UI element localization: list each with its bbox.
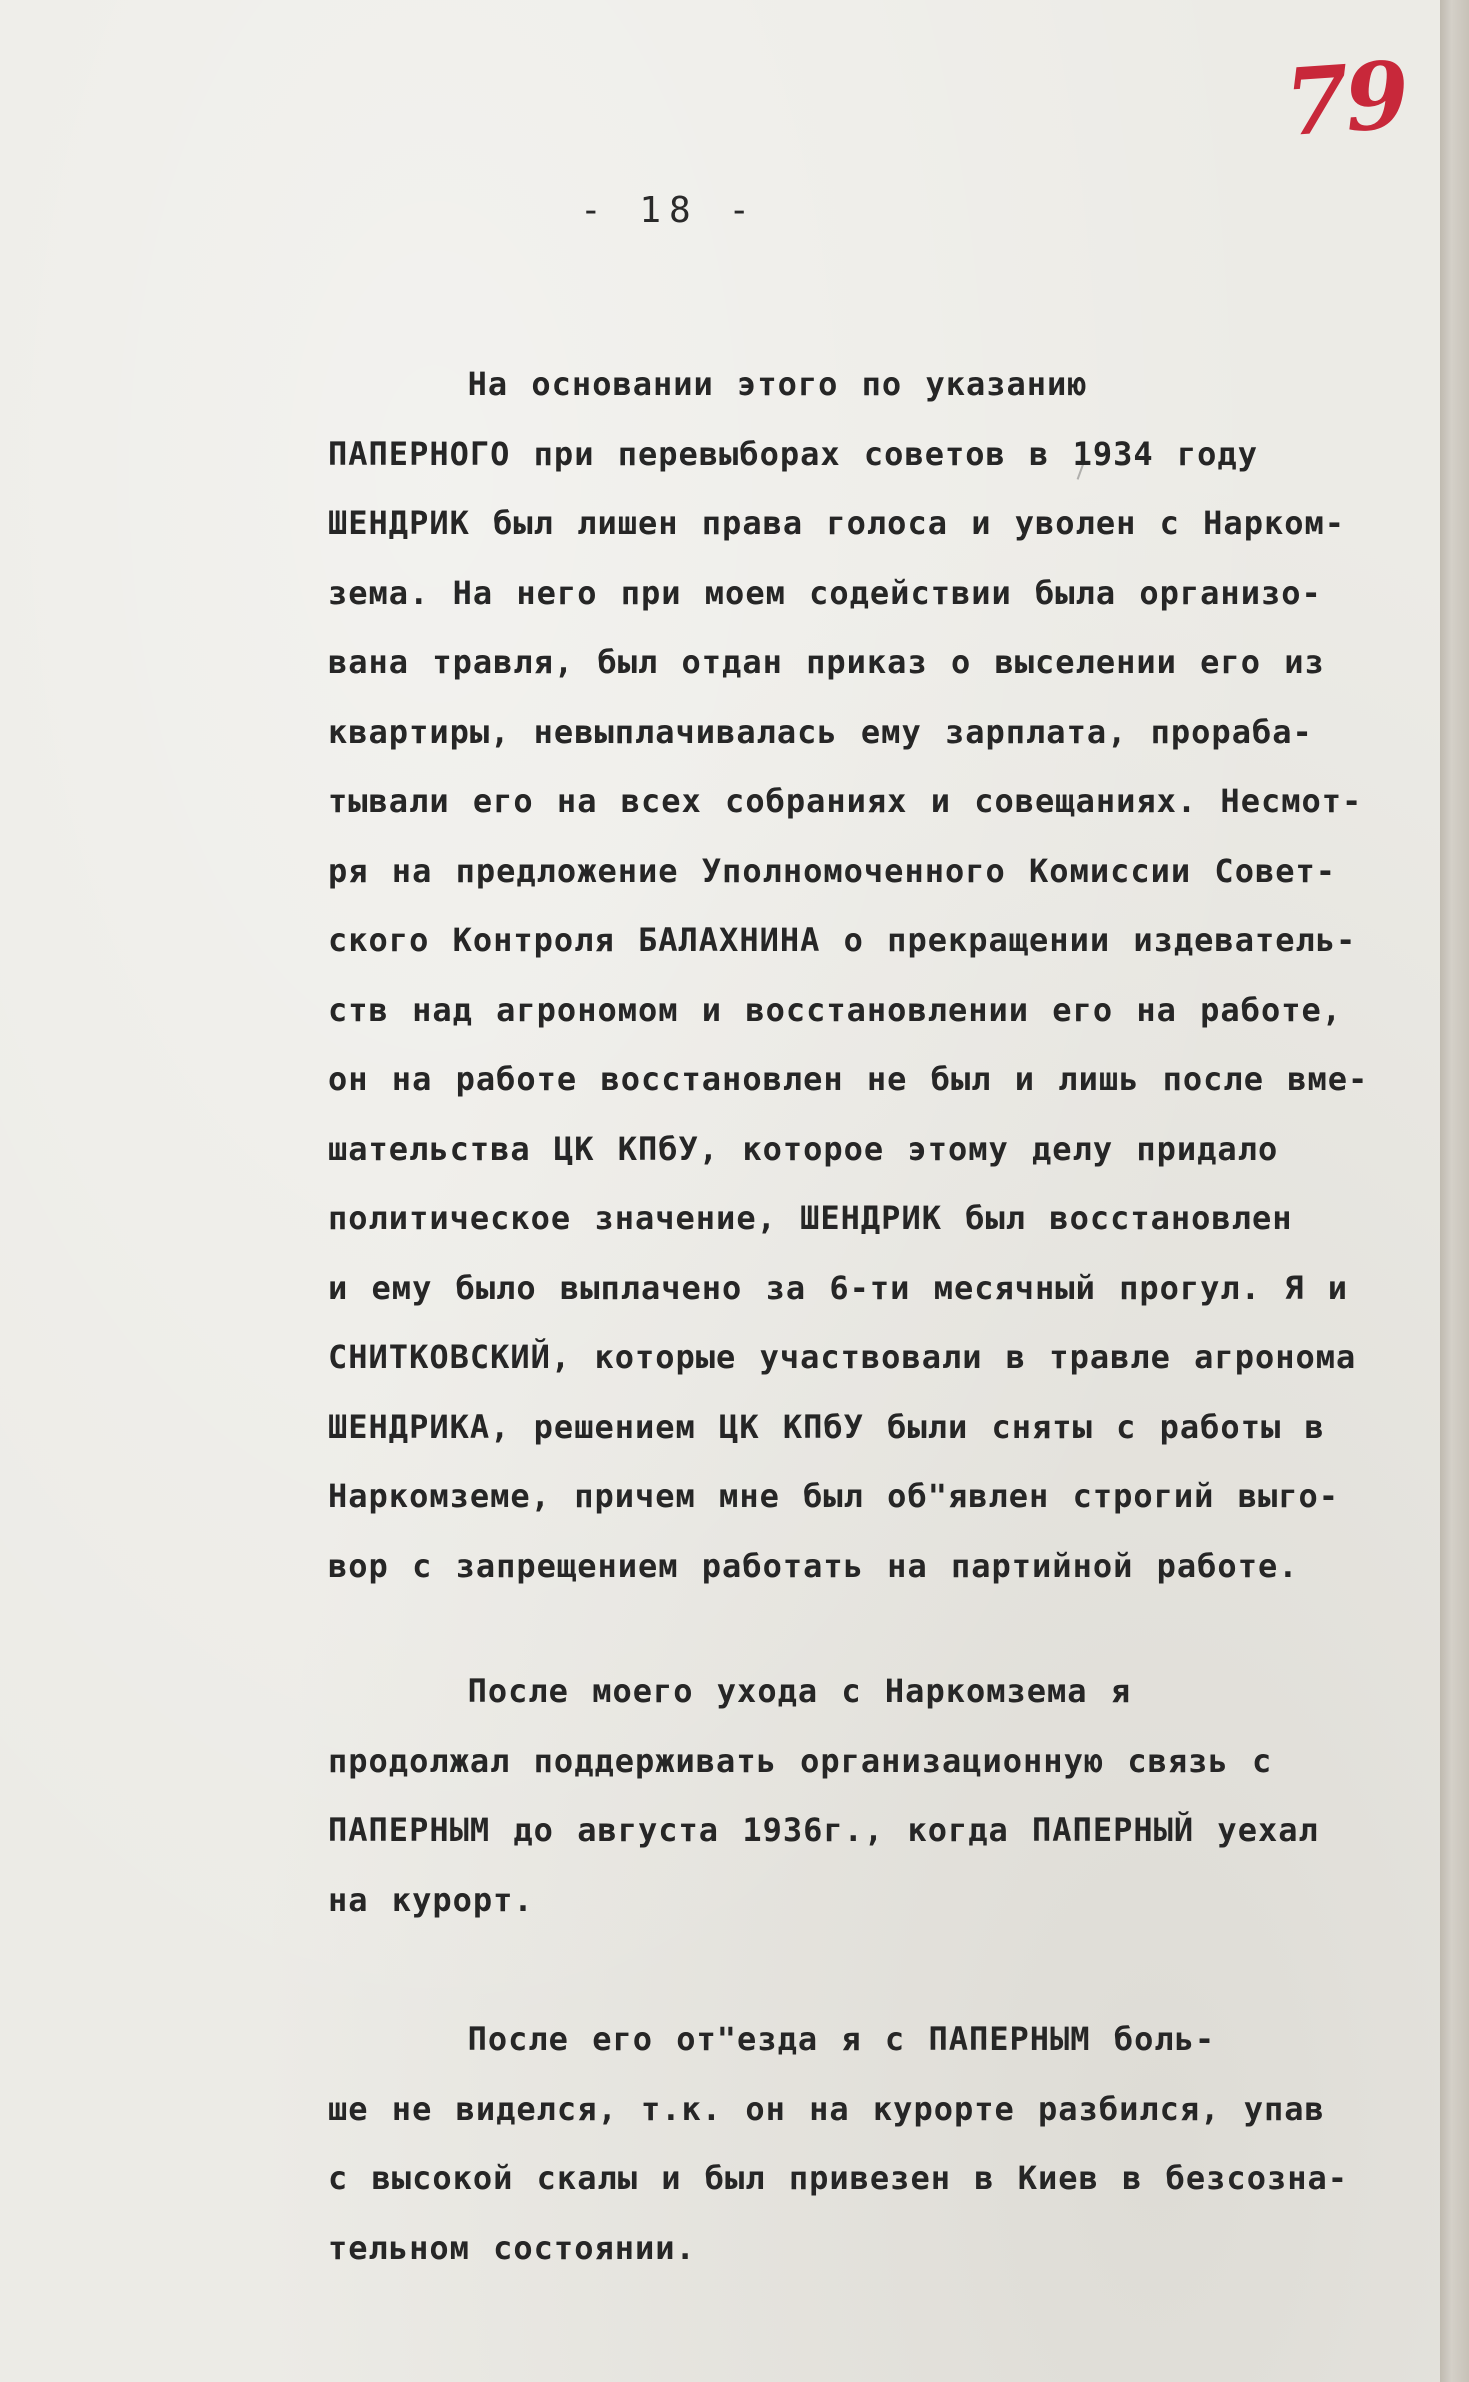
paragraph-2 (328, 1657, 1458, 1935)
body-text (328, 350, 1458, 2283)
next-page-edge (1440, 0, 1469, 2382)
text-line: ШЕНДРИК был лишен права голоса и уволен с Нарком- (328, 504, 1346, 542)
text-line: и ему было выплачено за 6-ти месячный прогул. Я и (328, 1268, 1349, 1307)
paragraph-gap (328, 1601, 1458, 1657)
text-line: продолжал поддерживать организационную связь с (328, 1741, 1273, 1780)
text-line: ского Контроля БАЛАХНИНА о прекращении издеватель- (328, 921, 1357, 959)
text-line: Наркомземе, причем мне был об"явлен строгий выго- (328, 1477, 1340, 1515)
paragraph-1 (328, 350, 1458, 1601)
text-line: После его от"езда я с ПАПЕРНЫМ боль- (328, 2020, 1216, 2058)
text-line: ше не виделся, т.к. он на курорте разбился, упав (328, 2089, 1325, 2128)
page-number: - 18 - (580, 190, 759, 231)
text-line: шательства ЦК КПбУ, которое этому делу придало (328, 1129, 1279, 1168)
text-line: он на работе восстановлен не был и лишь после вме- (328, 1060, 1369, 1098)
text-line: ПАПЕРНЫМ до августа 1936г., когда ПАПЕРНЫЙ уехал (328, 1811, 1319, 1849)
text-line: вана травля, был отдан приказ о выселении его из (328, 643, 1325, 681)
text-line: политическое значение, ШЕНДРИК был восстановлен (328, 1199, 1293, 1237)
text-line: ря на предложение Уполномоченного Комиссии Совет- (328, 851, 1337, 890)
text-line: тельном состоянии. (328, 2228, 696, 2267)
text-line: тывали его на всех собраниях и совещаниях. Несмот- (328, 782, 1363, 820)
text-line: ПАПЕРНОГО при перевыборах советов в 1934 году (328, 434, 1258, 473)
folio-number: 79 (1281, 40, 1409, 158)
text-line: ШЕНДРИКА, решением ЦК КПбУ были сняты с работы в (328, 1407, 1325, 1446)
paragraph-3 (328, 2005, 1458, 2283)
text-line: на курорт. (328, 1880, 534, 1919)
paragraph-gap (328, 1935, 1458, 2005)
text-line: зема. На него при моем содействии была организо- (328, 573, 1322, 612)
text-line: СНИТКОВСКИЙ, которые участвовали в травле агронома (328, 1338, 1357, 1376)
text-line: На основании этого по указанию (328, 365, 1088, 403)
text-line: с высокой скалы и был привезен в Киев в безсозна- (328, 2159, 1349, 2197)
text-line: После моего ухода с Наркомзема я (328, 1672, 1132, 1710)
text-line: квартиры, невыплачивалась ему зарплата, прораба- (328, 712, 1313, 751)
text-line: вор с запрещением работать на партийной работе. (328, 1546, 1299, 1585)
text-line: ств над агрономом и восстановлении его на работе, (328, 990, 1343, 1029)
